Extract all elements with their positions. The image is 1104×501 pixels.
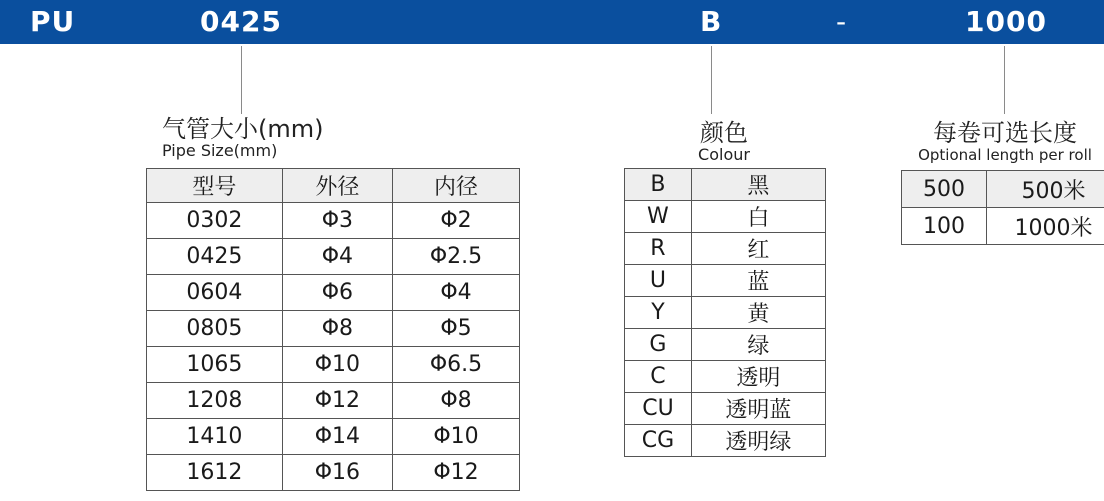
table-cell: 1410 xyxy=(147,419,283,455)
table-cell: Φ2 xyxy=(393,203,520,239)
table-cell: Φ2.5 xyxy=(393,239,520,275)
table-cell: 500 xyxy=(902,171,987,208)
table-cell: B xyxy=(625,169,692,201)
table-cell: Φ8 xyxy=(393,383,520,419)
size-title-cn: 气管大小(mm) xyxy=(162,115,324,143)
table-cell: Φ10 xyxy=(393,419,520,455)
table-cell: 蓝 xyxy=(691,265,825,297)
table-row xyxy=(625,297,826,329)
table-cell: 100 xyxy=(902,208,987,245)
length-table xyxy=(901,170,1104,245)
color-connector-line xyxy=(711,46,712,114)
length-connector-line xyxy=(1004,46,1005,114)
size-title-en: Pipe Size(mm) xyxy=(162,141,278,160)
code-header-bar xyxy=(0,0,1104,44)
table-cell: 红 xyxy=(691,233,825,265)
table-cell: 0604 xyxy=(147,275,283,311)
table-cell: Φ4 xyxy=(282,239,392,275)
table-row xyxy=(625,393,826,425)
table-row xyxy=(902,171,1104,208)
table-cell: Φ10 xyxy=(282,347,392,383)
table-cell: U xyxy=(625,265,692,297)
table-cell: Φ3 xyxy=(282,203,392,239)
table-cell: G xyxy=(625,329,692,361)
table-cell: 1065 xyxy=(147,347,283,383)
table-cell: 0805 xyxy=(147,311,283,347)
table-cell: CU xyxy=(625,393,692,425)
color-title-cn: 颜色 xyxy=(700,119,748,147)
table-cell: Φ5 xyxy=(393,311,520,347)
table-row xyxy=(625,265,826,297)
table-row xyxy=(625,169,826,201)
size-connector-line xyxy=(241,46,242,114)
table-cell: Φ12 xyxy=(393,455,520,491)
table-row xyxy=(147,239,520,275)
table-cell: Φ6 xyxy=(282,275,392,311)
table-row xyxy=(147,383,520,419)
table-row xyxy=(147,203,520,239)
table-row xyxy=(902,208,1104,245)
table-cell: W xyxy=(625,201,692,233)
table-cell: C xyxy=(625,361,692,393)
code-separator: - xyxy=(836,5,848,38)
table-cell: 500米 xyxy=(987,171,1104,208)
table-cell: 透明蓝 xyxy=(691,393,825,425)
col-header-outer-diameter: 外径 xyxy=(282,169,392,203)
table-row xyxy=(625,425,826,457)
table-header-row xyxy=(147,169,520,203)
table-row xyxy=(147,419,520,455)
table-row xyxy=(625,233,826,265)
table-cell: 透明绿 xyxy=(691,425,825,457)
col-header-inner-diameter: 内径 xyxy=(393,169,520,203)
table-cell: 绿 xyxy=(691,329,825,361)
length-title-en: Optional length per roll xyxy=(918,146,1092,164)
table-cell: CG xyxy=(625,425,692,457)
col-header-model: 型号 xyxy=(147,169,283,203)
table-row xyxy=(147,311,520,347)
color-title-en: Colour xyxy=(698,145,750,164)
table-cell: 1612 xyxy=(147,455,283,491)
table-cell: 黑 xyxy=(691,169,825,201)
table-cell: Φ16 xyxy=(282,455,392,491)
table-row xyxy=(625,361,826,393)
length-title xyxy=(900,120,1104,164)
table-cell: 0302 xyxy=(147,203,283,239)
table-cell: 1000米 xyxy=(987,208,1104,245)
colour-table xyxy=(624,168,826,457)
pipe-size-table xyxy=(146,168,520,491)
table-cell: Y xyxy=(625,297,692,329)
table-cell: Φ12 xyxy=(282,383,392,419)
table-cell: Φ14 xyxy=(282,419,392,455)
table-cell: 黄 xyxy=(691,297,825,329)
table-cell: 透明 xyxy=(691,361,825,393)
table-cell: Φ4 xyxy=(393,275,520,311)
table-cell: 0425 xyxy=(147,239,283,275)
table-row xyxy=(147,347,520,383)
size-title xyxy=(162,116,323,160)
table-cell: Φ6.5 xyxy=(393,347,520,383)
table-cell: 白 xyxy=(691,201,825,233)
series-code: PU xyxy=(30,5,76,38)
table-row xyxy=(625,201,826,233)
length-code: 1000 xyxy=(965,5,1047,38)
table-cell: 1208 xyxy=(147,383,283,419)
size-code: 0425 xyxy=(200,5,282,38)
color-code: B xyxy=(700,5,723,38)
table-cell: Φ8 xyxy=(282,311,392,347)
table-row xyxy=(147,275,520,311)
table-row xyxy=(147,455,520,491)
color-title xyxy=(674,120,774,164)
table-row xyxy=(625,329,826,361)
length-title-cn: 每卷可选长度 xyxy=(933,119,1077,147)
table-cell: R xyxy=(625,233,692,265)
